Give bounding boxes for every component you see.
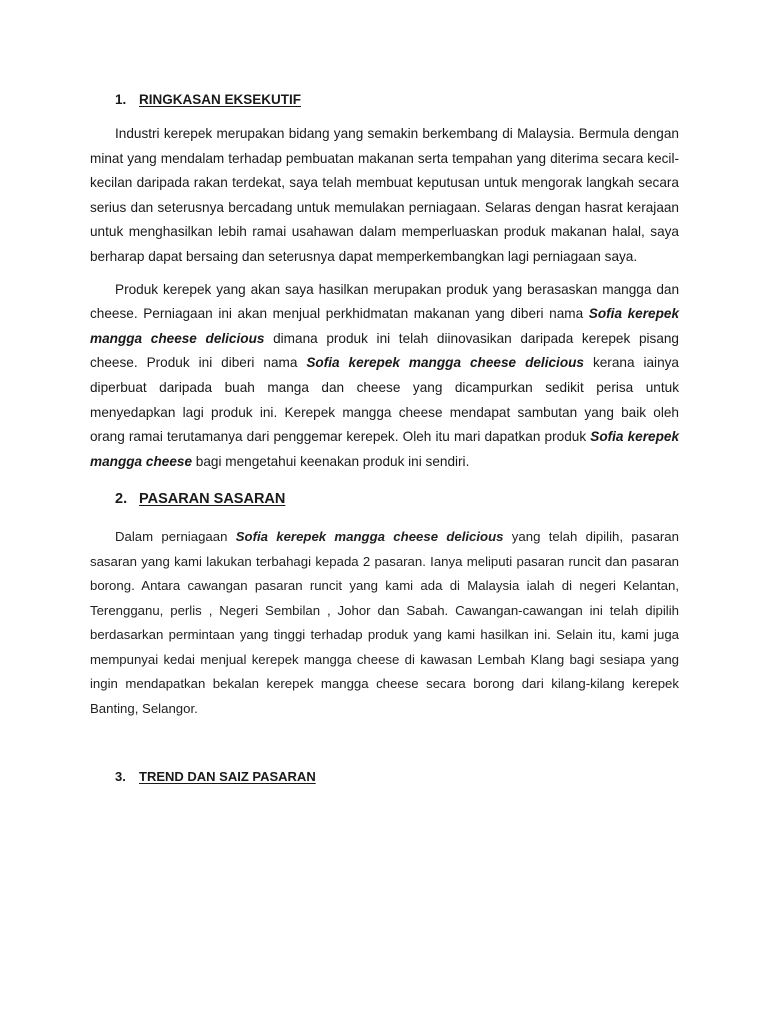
- section-3-heading: [90, 769, 679, 784]
- paragraph-text: kerana iainya diperbuat daripada buah manga dan cheese yang dicampurkan sedikit perisa untuk menyedapkan lagi produk ini. Kerepek mangga cheese mendapat sambutan yang baik oleh orang ramai terutamanya dari penggemar kerepek. Oleh itu mari dapatkan produk: [90, 355, 679, 445]
- product-name-emphasis: Sofia kerepek mangga cheese delicious: [90, 306, 680, 346]
- paragraph: [90, 122, 679, 270]
- product-name-emphasis: Sofia kerepek mangga cheese delicious: [306, 355, 584, 371]
- paragraph: [90, 525, 679, 721]
- section-2-heading: [90, 491, 679, 507]
- paragraph-text: yang telah dipilih, pasaran sasaran yang kami lakukan terbahagi kepada 2 pasaran. Ianya meliputi pasaran runcit dan pasaran borong. Antara cawangan pasaran runcit yang kami ada di Malaysia ialah di negeri Kelantan, Terengganu, perlis , Negeri Sembilan , Johor dan Sabah. Cawangan-cawangan ini telah dipilih berdasarkan permintaan yang tinggi terhadap produk yang kami hasilkan ini. Selain itu, kami juga mempunyai kedai menjual kerepek mangga cheese di kawasan Lembah Klang bagi sesiapa yang ingin mendapatkan bekalan kerepek mangga cheese secara borong dari kilang-kilang kerepek Banting, Selangor.: [90, 529, 679, 716]
- paragraph-text: Produk kerepek yang akan saya hasilkan merupakan produk yang berasaskan mangga dan cheese. Perniagaan ini akan menjual perkhidmatan makanan yang diberi nama: [90, 281, 679, 322]
- paragraph-text: bagi mengetahui keenakan produk ini sendiri.: [192, 453, 470, 469]
- paragraph: [90, 278, 679, 475]
- section-heading: [90, 769, 679, 784]
- section-number: 1.: [115, 92, 127, 107]
- section-title: RINGKASAN EKSEKUTIF: [139, 92, 302, 107]
- section-1-heading: [90, 92, 679, 107]
- paragraph-text: Industri kerepek merupakan bidang yang semakin berkembang di Malaysia. Bermula dengan minat yang mendalam terhadap pembuatan makanan serta tempahan yang diterima secara kecil-kecilan daripada rakan terdekat, saya telah membuat keputusan untuk mengorak langkah secara serius dan seterusnya bercadang untuk memulakan perniagaan. Selaras dengan hasrat kerajaan untuk menghasilkan lebih ramai usahawan dalam memperluaskan produk makanan halal, saya berharap dapat bersaing dan seterusnya dapat memperkembangkan lagi perniagaan saya.: [90, 126, 679, 264]
- section-heading: [90, 491, 679, 507]
- product-name-emphasis: Sofia kerepek mangga cheese delicious: [235, 529, 504, 544]
- product-name-emphasis: Sofia kerepek mangga cheese: [90, 429, 680, 469]
- section-1-body: [90, 122, 679, 474]
- section-title: TREND DAN SAIZ PASARAN: [139, 769, 316, 784]
- section-2-body: [90, 525, 679, 721]
- paragraph-text: Dalam perniagaan: [115, 529, 236, 544]
- section-title: PASARAN SASARAN: [139, 491, 286, 507]
- paragraph-text: dimana produk ini telah diinovasikan daripada kerepek pisang cheese. Produk ini diberi nama: [90, 330, 679, 371]
- section-number: 3.: [115, 769, 126, 784]
- section-number: 2.: [115, 491, 128, 507]
- section-heading: [90, 92, 679, 107]
